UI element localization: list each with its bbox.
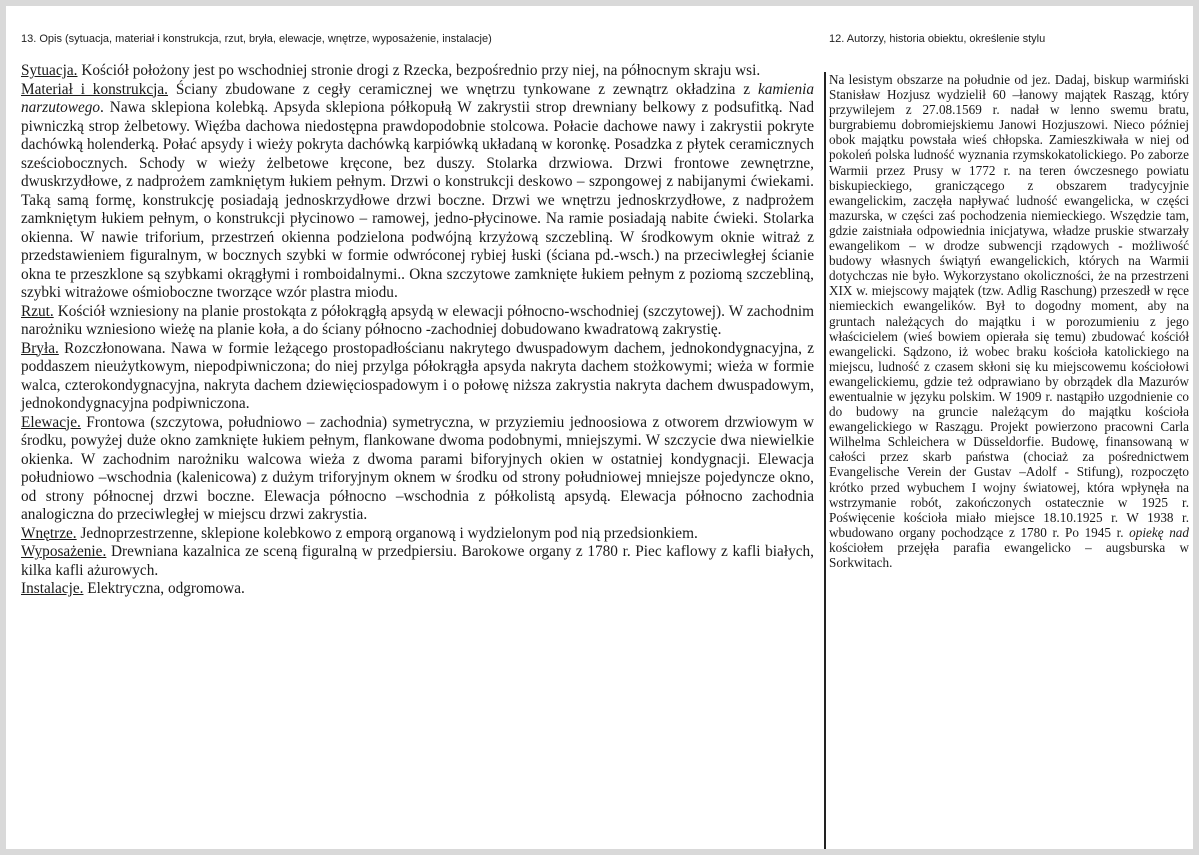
section-heading: Sytuacja.: [21, 62, 78, 79]
section-furnishings: [21, 543, 814, 580]
section-plan: [21, 303, 814, 340]
section-heading: Rzut.: [21, 302, 54, 320]
section-situation: [21, 62, 814, 81]
description-header: 13. Opis (sytuacja, materiał i konstrukcja, rzut, bryła, elewacje, wnętrze, wyposażenie, instalacje): [21, 33, 492, 45]
section-material: [21, 81, 814, 303]
section-heading: Bryła.: [21, 339, 59, 357]
section-text: Ściany zbudowane z cegły ceramicznej we wnętrzu tynkowane z zewnątrz okładzina z: [168, 80, 758, 98]
history-text-italic: opiekę nad: [1129, 524, 1189, 540]
section-text: Kościół wzniesiony na planie prostokąta z półokrągłą apsydą w elewacji północno-wschodniej (szczytowej). W zachodnim narożniku wzniesiono wieżę na planie koła, a do ściany północno -zachodniej dobudowano kwadratową zakrystię.: [21, 302, 814, 338]
section-text: Kościół położony jest po wschodniej stronie drogi z Rzecka, bezpośrednio przy niej, na północnym skraju wsi.: [77, 62, 761, 79]
section-heading: Instalacje.: [21, 580, 84, 597]
column-divider: [824, 72, 826, 849]
section-text-italic: kamienia narzutowego: [21, 80, 815, 116]
section-mass: [21, 340, 814, 414]
section-heading: Elewacje.: [21, 413, 81, 431]
section-text: . Nawa sklepiona kolebką. Apsyda sklepiona półkopułą W zakrystii strop drewniany belkowy z podsufitką. Nad piwniczką strop żelbetowy. Więźba dachowa niedostępna prawdopodobnie stolcowa. Połacie dachowe nawy i zakrystii pokryte dachówką holenderką. Połać apsydy i wieży pokryta dachówką karpiówką układaną w koronkę. Posadzka z płytek ceramicznych sześciobocznych. Schody w wieży żelbetowe kręcone, bez duszy. Stolarka drzwiowa. Drzwi frontowe zewnętrzne, dwuskrzydłowe, z nadprożem zamkniętym łukiem pełnym. Drzwi o konstrukcji deskowo – szpongowej z nabijanymi ćwiekami. Taką samą formę, konstrukcję posiadają jednoskrzydłowe drzwi boczne. Drzwi we wnętrzu jednoskrzydłowe, z nadprożem zamkniętym łukiem pełnym, o konstrukcji płycinowo – ramowej, jedno-płycinowe. Na ramie posiadają nabite ćwieki. Stolarka okienna. W nawie triforium, przestrzeń okienna podzielona podwójną krzyżową szczebliną. W środkowym oknie witraż z przedstawieniem figuralnym, w bocznych szybki w formie odwróconej rybiej łuski (ściana pd.-wsch.) na przeciwległej ścianie okna te przeszklone są szybkami okrągłymi i romboidalnymi.. Okna szczytowe zamknięte łukiem pełnym z poziomą szczebliną, szybki witrażowe ośmioboczne tworzące wzór plastra miodu.: [21, 99, 814, 301]
history-column: [829, 32, 1189, 570]
section-text: Rozczłonowana. Nawa w formie leżącego prostopadłościanu nakrytego dwuspadowym dachem, jednokondygnacyjna, z poddaszem nieużytkowym, niepodpiwniczona; do niej przylga półokrągła apsyda nakryta dachem stożkowymi; wieża w formie walca, czterokondygnacyjna, nakryta dachem dziewięciospadowym i o połowę niższa zakrystia nakryta dachem dwuspadowym, jednokondygnacyjna podpiwniczona.: [21, 339, 814, 412]
section-interior: [21, 525, 814, 544]
section-heading: Wnętrze.: [21, 524, 77, 542]
section-text: Frontowa (szczytowa, południowo – zachodnia) symetryczna, w przyziemiu jednoosiowa z otworem drzwiowym w środku, powyżej duże okno zamknięte łukiem pełnym, flankowane dwoma podobnymi, mniejszymi. W szczycie dwa niewielkie okienka. W zachodnim narożniku walcowa wieża z dwoma parami biforyjnych okien w ostatniej kondygnacji. Elewacja południowo –wschodnia (kalenicowa) z dużym triforyjnym oknem w środku od strony południowej mniejsze pojedyncze okno, od strony północnej drzwi boczne. Elewacja północno –wschodnia z półkolistą apsydą. Elewacja północno zachodnia analogiczna do przeciwległej w miejscu drzwi zakrystia.: [21, 413, 814, 523]
section-text: Elektryczna, odgromowa.: [83, 580, 245, 597]
history-body: [829, 72, 1189, 570]
history-text: Na lesistym obszarze na południe od jez. Dadaj, biskup warmiński Stanisław Hozjusz wydzielił 60 –łanowy majątek Rasząg, który przywilejem z 27.08.1569 r. nadał w lenno swemu bratu, burgrabiemu dobromiejskiemu Janowi Hozjuszowi. Nieco później obok majątku powstała wieś chłopska. Zamieszkiwała w niej od pokoleń polska ludność wyznania rzymskokatolickiego. Po zaborze Warmii przez Prusy w 1772 r. na teren ówczesnego powiatu biskupieckiego, graniczącego z obszarem tradycyjnie ewangelickim, zaczęła napływać ludność ewangelicka, w części mazurska, w części zaś pochodzenia niemieckiego. Wszędzie tam, gdzie zaistniała odpowiednia inicjatywa, władze pruskie stwarzały ewangelikom – w drodze subwencji rządowych - możliwość budowy własnych świątyń ewangelickich, których na Warmii dotychczas nie było. Wykorzystano okoliczności, że na przestrzeni XIX w. miejscowy majątek (tzw. Adlig Raschung) przeszedł w ręce niemieckich ewangelików. Był to dogodny moment, aby na gruntach należących do majątku i w porozumieniu z jego właścicielem (wieś bowiem opierała się temu) zbudować kościół ewangelicki. Sądzono, iż wobec braku kościoła katolickiego na miejscu, ludność z czasem skłoni się ku miejscowemu kościołowi ewangelickiemu, gdzie też odprawiano by obrządek dla Mazurów ewentualnie w języku polskim. W 1909 r. nastąpiło uzgodnienie co do budowy na gruncie należącym do majątku kościoła ewangelickiego w Raszągu. Projekt powierzono pracowni Carla Wilhelma Schleichera w Düsseldorfie. Budowę, finansowaną w całości przez skarb państwa (chociaż za pośrednictwem Evangelische Verein der Gustav –Adolf - Stifung), rozpoczęto krótko przed wybuchem I wojny światowej, która wpłynęła na wstrzymanie robót, zakończonych ostatecznie w 1925 r. Poświęcenie kościoła miało miejsce 18.10.1925 r. W 1938 r. wbudowano organy pochodzące z 1780 r. Po 1945 r.: [829, 72, 1189, 540]
document-page: [6, 6, 1193, 849]
section-heading: Materiał i konstrukcja.: [21, 80, 169, 98]
description-column: [21, 32, 814, 599]
description-body: [21, 62, 814, 599]
section-elevations: [21, 414, 814, 525]
history-header: 12. Autorzy, historia obiektu, określenie stylu: [829, 33, 1046, 45]
section-text: Jednoprzestrzenne, sklepione kolebkowo z emporą organową i wydzielonym pod nią przedsionkiem.: [76, 524, 698, 542]
history-paragraph: [829, 72, 1189, 570]
section-heading: Wyposażenie.: [21, 543, 107, 560]
history-text: kościołem przejęła parafia ewangelicko – augsburska w Sorkwitach.: [829, 539, 1189, 570]
section-text: Drewniana kazalnica ze sceną figuralną w przedpiersiu. Barokowe organy z 1780 r. Piec kaflowy z kafli białych, kilka kafli ażurowych.: [21, 543, 814, 579]
section-installations: [21, 580, 814, 599]
